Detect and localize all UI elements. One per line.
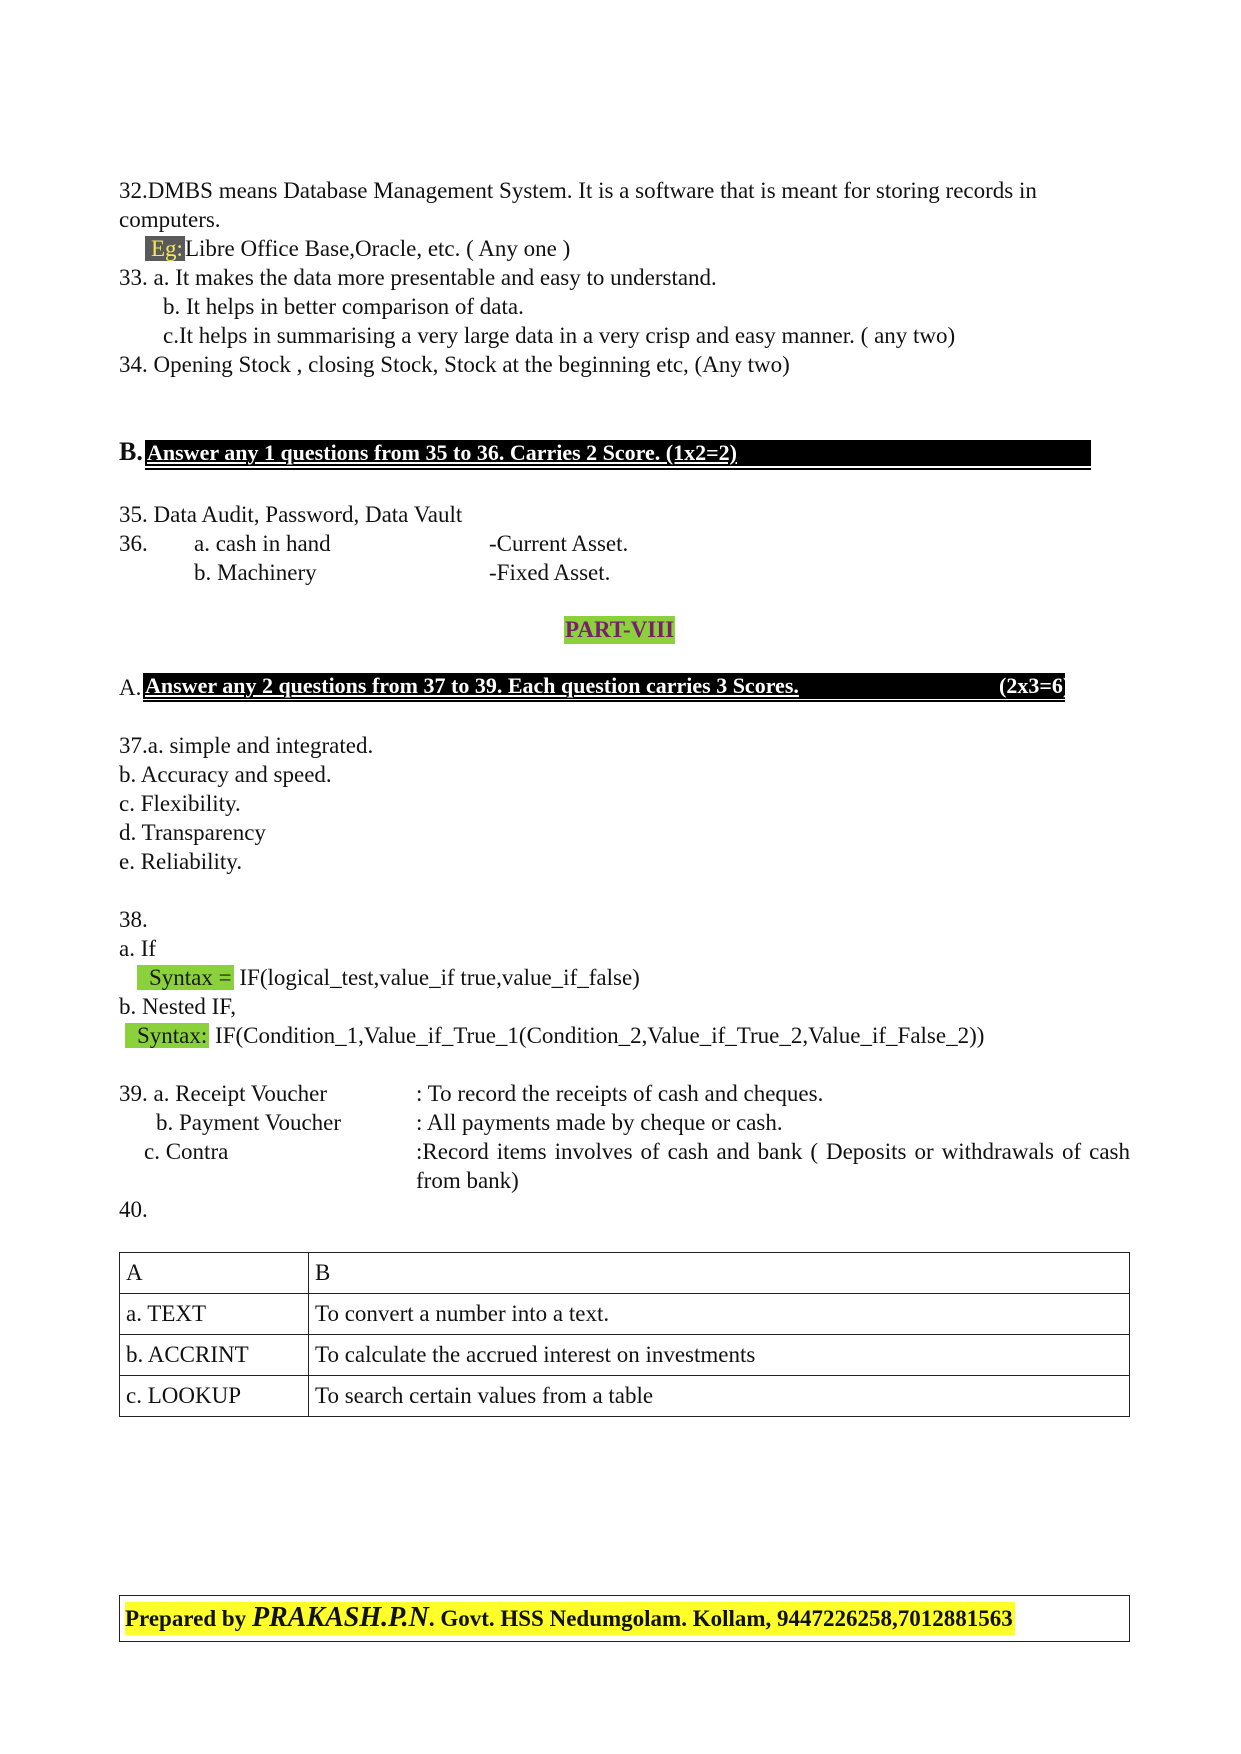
q36-b-type: -Fixed Asset. (489, 560, 611, 585)
q37-item: c. Flexibility. (119, 791, 241, 816)
section-a-score: (2x3=6) . (999, 673, 1082, 698)
table-cell: To convert a number into a text. (309, 1294, 1130, 1335)
table-cell: To calculate the accrued interest on investments (309, 1335, 1130, 1376)
q39-a-label: 39. a. Receipt Voucher (119, 1081, 328, 1106)
q34: 34. Opening Stock , closing Stock, Stock at the beginning etc, (Any two) (119, 352, 790, 377)
section-a-prefix: A. (119, 675, 142, 700)
q33-c: c.It helps in summarising a very large data in a very crisp and easy manner. ( any two) (163, 323, 956, 348)
q38-syntax2 (125, 1021, 984, 1050)
q37-item: d. Transparency (119, 820, 266, 845)
footer-credit (125, 1602, 1015, 1635)
syntax-label: Syntax = (137, 965, 234, 990)
syntax-text: IF(logical_test,value_if true,value_if_false) (233, 965, 640, 990)
footer-prefix: Prepared by (125, 1606, 252, 1631)
syntax-label: Syntax: (125, 1023, 209, 1048)
q37-item: 37.a. simple and integrated. (119, 733, 374, 758)
q33-a: 33. a. It makes the data more presentable and easy to understand. (119, 265, 717, 290)
table-header-cell: A (120, 1253, 309, 1294)
section-b-heading: Answer any 1 questions from 35 to 36. Carries 2 Score. (1x2=2) (145, 440, 1091, 466)
section-a-underline (143, 700, 1065, 702)
q36-a-type: -Current Asset. (489, 531, 629, 556)
part-title: PART-VIII (565, 617, 675, 642)
q38-b: b. Nested IF, (119, 994, 236, 1019)
q32-line1: 32.DMBS means Database Management System. It is a software that is meant for storing records in (119, 178, 1037, 203)
q40: 40. (119, 1197, 148, 1222)
table-cell: c. LOOKUP (120, 1376, 309, 1417)
q39-a-desc: : To record the receipts of cash and cheques. (416, 1081, 824, 1106)
eg-label: Eg: (145, 236, 185, 261)
q38-num: 38. (119, 907, 148, 932)
functions-table (119, 1252, 1130, 1417)
section-a-heading (143, 673, 1082, 699)
q38-syntax1 (137, 963, 640, 992)
q36-num: 36. (119, 531, 148, 556)
eg-text: Libre Office Base,Oracle, etc. ( Any one ) (184, 236, 571, 261)
section-a-heading-text: Answer any 2 questions from 37 to 39. Each question carries 3 Scores. (145, 673, 799, 698)
syntax-text: IF(Condition_1,Value_if_True_1(Condition_2,Value_if_True_2,Value_if_False_2)) (209, 1023, 985, 1048)
q39-c-desc: :Record items involves of cash and bank ( Deposits or withdrawals of cash from bank) (416, 1139, 1130, 1193)
q32-example (145, 234, 570, 263)
table-header-cell: B (309, 1253, 1130, 1294)
table-cell: To search certain values from a table (309, 1376, 1130, 1417)
author-name: PRAKASH.P.N (251, 1602, 429, 1633)
footer-box (119, 1595, 1130, 1642)
footer-suffix: . Govt. HSS Nedumgolam. Kollam, 9447226258,7012881563 (428, 1606, 1013, 1631)
q39-b-label: b. Payment Voucher (156, 1110, 342, 1135)
table-cell: b. ACCRINT (120, 1335, 309, 1376)
section-b-prefix: B. (119, 437, 143, 466)
q33-b: b. It helps in better comparison of data. (163, 294, 524, 319)
q35: 35. Data Audit, Password, Data Vault (119, 502, 463, 527)
q32-line2: computers. (119, 207, 221, 232)
table-row (120, 1294, 1130, 1335)
q36-a-item: a. cash in hand (194, 531, 331, 556)
section-b-underline (145, 468, 1091, 470)
q39-c-label: c. Contra (144, 1139, 229, 1164)
table-cell: a. TEXT (120, 1294, 309, 1335)
table-row (120, 1335, 1130, 1376)
q39-b-desc: : All payments made by cheque or cash. (416, 1110, 783, 1135)
table-header-row (120, 1253, 1130, 1294)
table-row (120, 1376, 1130, 1417)
q37-item: e. Reliability. (119, 849, 243, 874)
q37-item: b. Accuracy and speed. (119, 762, 332, 787)
q38-a: a. If (119, 936, 157, 961)
q36-b-item: b. Machinery (194, 560, 317, 585)
